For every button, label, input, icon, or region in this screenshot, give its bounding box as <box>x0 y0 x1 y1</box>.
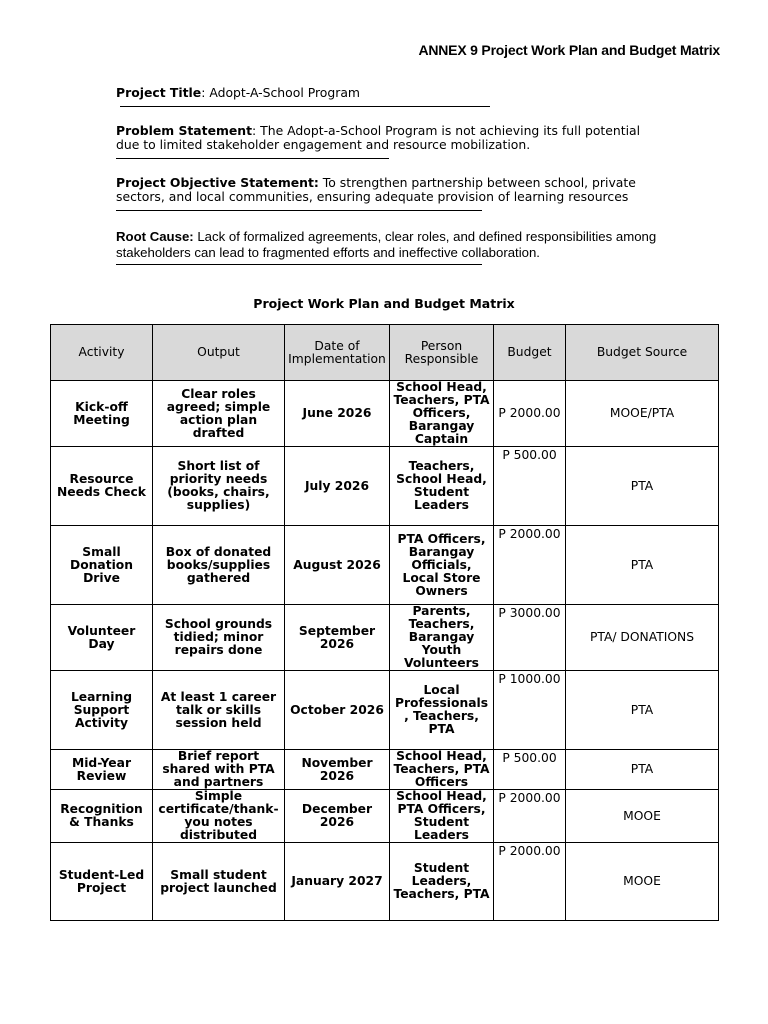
cell-budget: P 500.00 <box>494 750 566 790</box>
cell-source: PTA/ DONATIONS <box>566 605 719 671</box>
header-date: Date of Implementation <box>285 325 390 381</box>
annex-title: ANNEX 9 Project Work Plan and Budget Matrix <box>418 42 720 58</box>
cell-budget: P 3000.00 <box>494 605 566 671</box>
cell-output: School grounds tidied; minor repairs done <box>153 605 285 671</box>
cell-source: PTA <box>566 526 719 605</box>
cell-source: MOOE/PTA <box>566 381 719 447</box>
cell-date: January 2027 <box>285 843 390 921</box>
table-row <box>51 790 719 843</box>
cell-output: At least 1 career talk or skills session held <box>153 671 285 750</box>
cell-activity: Resource Needs Check <box>51 447 153 526</box>
work-plan-table <box>50 324 719 921</box>
cell-person: Local Professionals , Teachers, PTA <box>390 671 494 750</box>
project-title-section <box>116 86 661 107</box>
problem-statement-section <box>116 124 661 159</box>
cell-budget: P 1000.00 <box>494 671 566 750</box>
table-row <box>51 843 719 921</box>
header-output: Output <box>153 325 285 381</box>
cell-budget: P 2000.00 <box>494 843 566 921</box>
table-row <box>51 671 719 750</box>
cell-date: December 2026 <box>285 790 390 843</box>
table-row <box>51 447 719 526</box>
header-source: Budget Source <box>566 325 719 381</box>
table-title: Project Work Plan and Budget Matrix <box>253 296 515 311</box>
header-budget: Budget <box>494 325 566 381</box>
cell-date: June 2026 <box>285 381 390 447</box>
cell-activity: Small Donation Drive <box>51 526 153 605</box>
table-row <box>51 605 719 671</box>
cell-source: PTA <box>566 671 719 750</box>
problem-statement-value: : The Adopt-a-School Program is not achieving its full potential due to limited stakeholder engagement and resource mobilization. <box>116 123 641 152</box>
table-row <box>51 750 719 790</box>
cell-source: PTA <box>566 750 719 790</box>
cell-output: Small student project launched <box>153 843 285 921</box>
cell-person: Student Leaders, Teachers, PTA <box>390 843 494 921</box>
cell-date: October 2026 <box>285 671 390 750</box>
cell-person: School Head, PTA Officers, Student Leaders <box>390 790 494 843</box>
cell-person: School Head, Teachers, PTA Officers, Barangay Captain <box>390 381 494 447</box>
objective-value: To strengthen partnership between school, private sectors, and local communities, ensuring adequate provision of learning resources <box>116 175 636 204</box>
cell-date: September 2026 <box>285 605 390 671</box>
cell-source: MOOE <box>566 790 719 843</box>
cell-source: PTA <box>566 447 719 526</box>
objective-section <box>116 176 661 211</box>
table-row <box>51 381 719 447</box>
cell-activity: Volunteer Day <box>51 605 153 671</box>
cell-activity: Student-Led Project <box>51 843 153 921</box>
cell-person: Teachers, School Head, Student Leaders <box>390 447 494 526</box>
cell-person: School Head, Teachers, PTA Officers <box>390 750 494 790</box>
cell-budget: P 2000.00 <box>494 381 566 447</box>
cell-output: Simple certificate/thank-you notes distributed <box>153 790 285 843</box>
project-title-label: Project Title <box>116 85 202 100</box>
header-activity: Activity <box>51 325 153 381</box>
root-cause-label: Root Cause: <box>116 229 194 244</box>
table-row <box>51 526 719 605</box>
cell-date: November 2026 <box>285 750 390 790</box>
cell-budget: P 500.00 <box>494 447 566 526</box>
cell-person: PTA Officers, Barangay Officials, Local Store Owners <box>390 526 494 605</box>
project-title-rule <box>120 106 490 107</box>
cell-activity: Mid-Year Review <box>51 750 153 790</box>
cell-activity: Kick-off Meeting <box>51 381 153 447</box>
objective-label: Project Objective Statement: <box>116 175 319 190</box>
problem-statement-rule <box>116 158 389 159</box>
cell-output: Clear roles agreed; simple action plan drafted <box>153 381 285 447</box>
root-cause-section <box>116 229 661 265</box>
header-person: Person Responsible <box>390 325 494 381</box>
cell-activity: Recognition & Thanks <box>51 790 153 843</box>
cell-date: July 2026 <box>285 447 390 526</box>
root-cause-value: Lack of formalized agreements, clear roles, and defined responsibilities among stakeholders can lead to fragmented efforts and ineffective collaboration. <box>116 229 657 260</box>
cell-output: Short list of priority needs (books, chairs, supplies) <box>153 447 285 526</box>
root-cause-rule <box>116 264 482 265</box>
objective-rule <box>116 210 482 211</box>
table-header-row <box>51 325 719 381</box>
cell-budget: P 2000.00 <box>494 526 566 605</box>
cell-person: Parents, Teachers, Barangay Youth Volunteers <box>390 605 494 671</box>
cell-date: August 2026 <box>285 526 390 605</box>
problem-statement-label: Problem Statement <box>116 123 253 138</box>
cell-output: Brief report shared with PTA and partners <box>153 750 285 790</box>
cell-source: MOOE <box>566 843 719 921</box>
cell-output: Box of donated books/supplies gathered <box>153 526 285 605</box>
project-title-value: : Adopt-A-School Program <box>201 85 360 100</box>
cell-activity: Learning Support Activity <box>51 671 153 750</box>
cell-budget: P 2000.00 <box>494 790 566 843</box>
